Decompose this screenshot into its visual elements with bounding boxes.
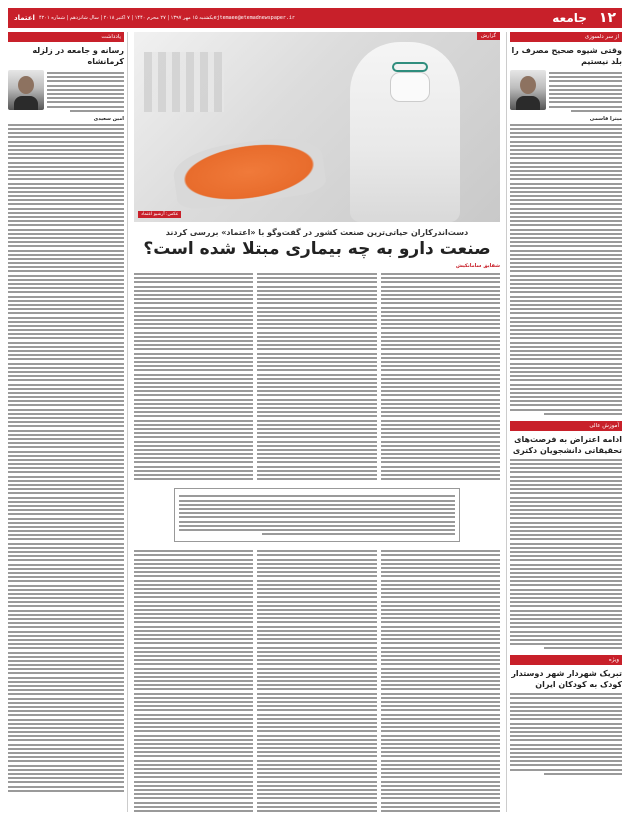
article-col-1	[381, 273, 500, 482]
right-column	[506, 32, 622, 812]
story1-kicker: از سر دلسوزی	[510, 32, 622, 42]
column-body-text	[8, 124, 124, 792]
page-number: ۱۲	[598, 10, 616, 26]
article-body	[134, 271, 500, 482]
story2-kicker: آموزش عالی	[510, 421, 622, 431]
main-column	[134, 32, 500, 812]
story1-title[interactable]: وقتی شیوه صحیح مصرف را بلد نیستیم	[511, 46, 622, 66]
columnist-name: امین سعیدی	[93, 115, 124, 122]
article-body-lower	[134, 548, 500, 812]
section-title: جامعه	[552, 11, 587, 25]
article-lower-col-3	[134, 550, 253, 812]
newspaper-logo: اعتماد	[14, 14, 35, 22]
left-column	[8, 32, 128, 812]
article-col-3	[134, 273, 253, 482]
author-portrait-image	[510, 70, 546, 110]
report-tag: گزارش	[477, 32, 500, 40]
columnist-portrait-image	[8, 70, 44, 110]
story2-body-text	[510, 459, 622, 649]
article-col-2	[257, 273, 376, 482]
story1-body-text	[510, 124, 622, 415]
story1-author-name: میترا قاسمی	[589, 115, 622, 122]
sidebar-box-text	[179, 495, 455, 535]
page-header	[8, 8, 622, 28]
story3-title[interactable]: تبریک شهردار شهر دوستدار کودک به کودکان ایران	[511, 669, 622, 690]
story1-intro-text	[549, 72, 622, 114]
section-email[interactable]: ejtemaee@etemadnewspaper.ir	[213, 15, 295, 21]
article-lower-col-2	[257, 550, 376, 812]
column-kicker: یادداشت	[8, 32, 124, 42]
story2-title[interactable]: ادامه اعتراض به فرصت‌های تحقیقاتی دانشجویان دکتری	[512, 434, 622, 455]
dateline: یکشنبه ۱۵ مهر ۱۳۹۷ | ۲۷ محرم ۱۴۴۰ | ۷ اکتبر ۲۰۱۸ | سال شانزدهم | شماره ۴۲۰۱	[38, 15, 214, 21]
article-lower-col-1	[381, 550, 500, 812]
column-author	[8, 70, 124, 114]
pharma-lab-photo	[134, 32, 500, 222]
article-deck: دست‌اندرکاران حیاتی‌ترین صنعت کشور در گفت‌وگو با «اعتماد» بررسی کردند	[165, 228, 469, 237]
photo-credit: عکس: آرشیو اعتماد	[138, 211, 181, 218]
story3-body-text	[510, 693, 622, 775]
column-title[interactable]: رسانه و جامعه در زلزله کرمانشاه	[32, 46, 124, 66]
story3-kicker: ویژه	[510, 655, 622, 665]
article-writer: شقایق سامانکیش	[455, 263, 500, 269]
article-sidebar-box	[174, 488, 460, 542]
article-headline[interactable]: صنعت دارو به چه بیماری مبتلا شده است؟	[143, 239, 491, 259]
column-intro-text	[47, 72, 124, 114]
story1-author	[510, 70, 622, 114]
